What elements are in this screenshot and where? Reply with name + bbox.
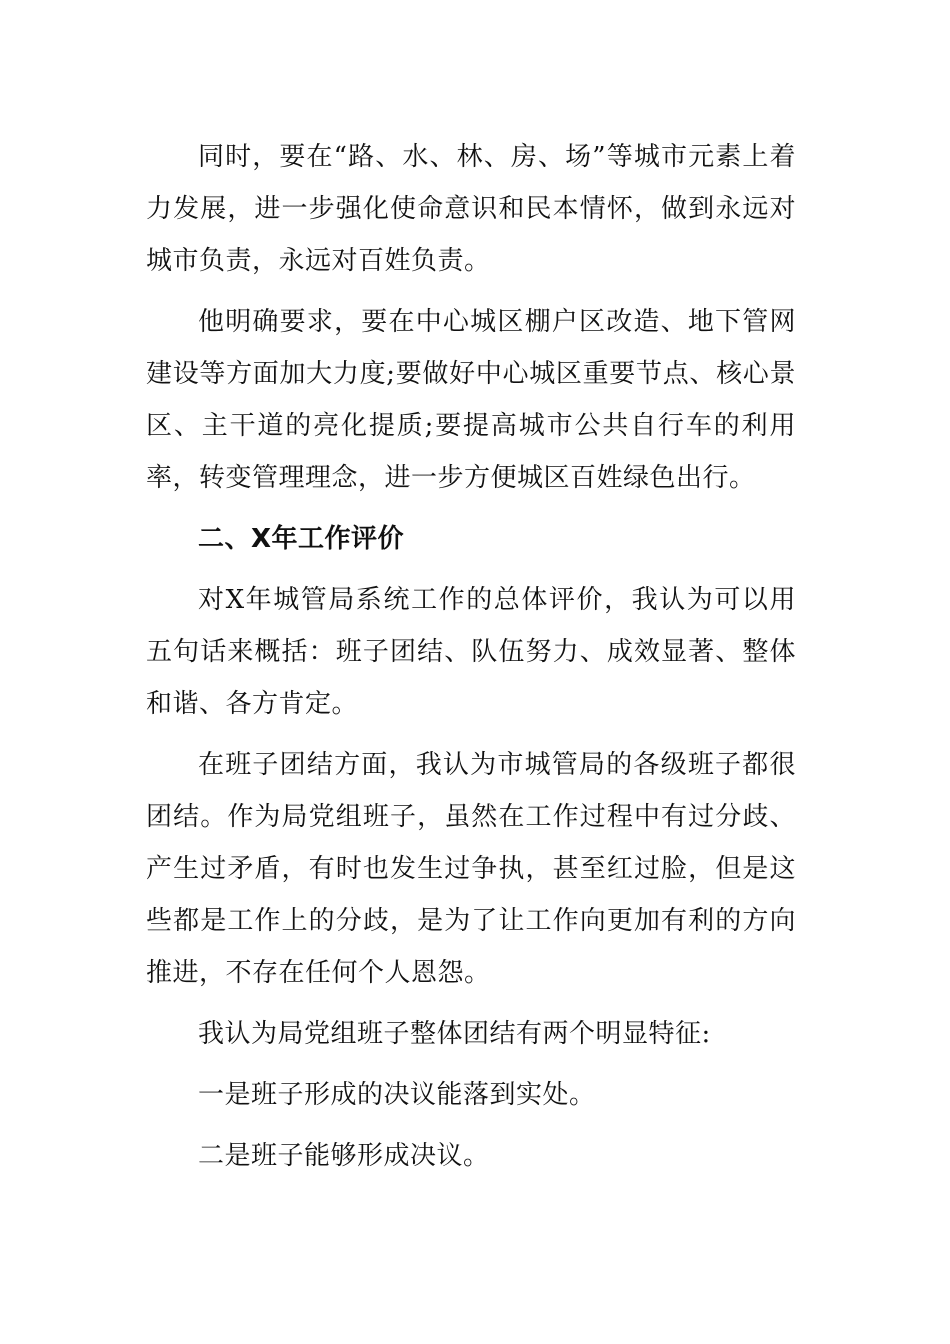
- paragraph-two-features: 我认为局党组班子整体团结有两个明显特征:: [198, 1019, 711, 1049]
- paragraph-feature-one: 一是班子形成的决议能落到实处。: [198, 1080, 596, 1110]
- paragraph-city-elements: 同时，要在“路、水、林、房、场”等城市元素上着力发展，进一步强化使命意识和民本情怀，做到永远对城市负责，永远对百姓负责。: [146, 142, 796, 276]
- paragraph-team-unity: 在班子团结方面，我认为市城管局的各级班子都很团结。作为局党组班子，虽然在工作过程中有过分歧、产生过矛盾，有时也发生过争执，甚至红过脸，但是这些都是工作上的分歧，是为了让工作向更加有利的方向推进，不存在任何个人恩怨。: [146, 750, 796, 988]
- document-page: [146, 131, 796, 1182]
- paragraph-overall-evaluation: 对X年城管局系统工作的总体评价，我认为可以用五句话来概括：班子团结、队伍努力、成效显著、整体和谐、各方肯定。: [146, 585, 796, 719]
- paragraph-requirements: 他明确要求，要在中心城区棚户区改造、地下管网建设等方面加大力度;要做好中心城区重要节点、核心景区、主干道的亮化提质;要提高城市公共自行车的利用率，转变管理理念，进一步方便城区百姓绿色出行。: [146, 307, 796, 493]
- paragraph-feature-two: 二是班子能够形成决议。: [198, 1141, 490, 1171]
- section-heading: 二、X年工作评价: [198, 524, 405, 554]
